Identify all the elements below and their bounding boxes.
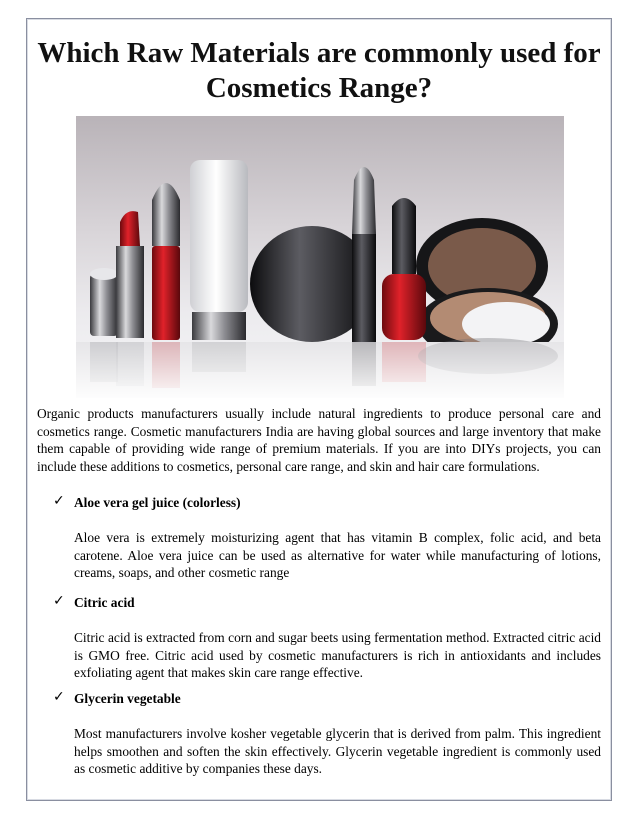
page-title: Which Raw Materials are commonly used for Cosmetics Range? [37,37,601,104]
cosmetics-photo [76,116,564,398]
item-heading: Citric acid [74,595,135,610]
item-heading: Glycerin vegetable [74,691,181,706]
cosmetics-illustration [76,116,564,398]
checkmark-icon: ✓ [53,689,65,705]
intro-paragraph: Organic products manufacturers usually include natural ingredients to produce personal care and cosmetics range. Cosmetic manufacturers India are having global sources and large inventory that make them capable of providing wide range of premium materials. If you are into DIYs projects, you can include these additions to cosmetics, personal care range, and skin and hair care formulations. [37,406,601,474]
list-item [53,689,601,778]
checkmark-icon: ✓ [53,493,65,509]
list-item [53,493,601,582]
checkmark-icon: ✓ [53,593,65,609]
item-body: Citric acid is extracted from corn and sugar beets using fermentation method. Extracted citric acid is GMO free. Citric acid used by cosmetic manufacturers is rich in antioxidants and includes exfoliating agent that makes skin care range effective. [74,630,601,681]
item-body: Most manufacturers involve kosher vegetable glycerin that is derived from palm. This ingredient helps smoothen and soften the skin effectively. Glycerin vegetable ingredient is commonly used as cosmetic additive by companies these days. [74,726,601,777]
list-item [53,593,601,682]
item-body: Aloe vera is extremely moisturizing agent that has vitamin B complex, folic acid, and beta carotene. Aloe vera juice can be used as alternative for water while manufacturing of lotions, creams, soaps, and other cosmetic range [74,530,601,581]
item-heading: Aloe vera gel juice (colorless) [74,495,241,510]
